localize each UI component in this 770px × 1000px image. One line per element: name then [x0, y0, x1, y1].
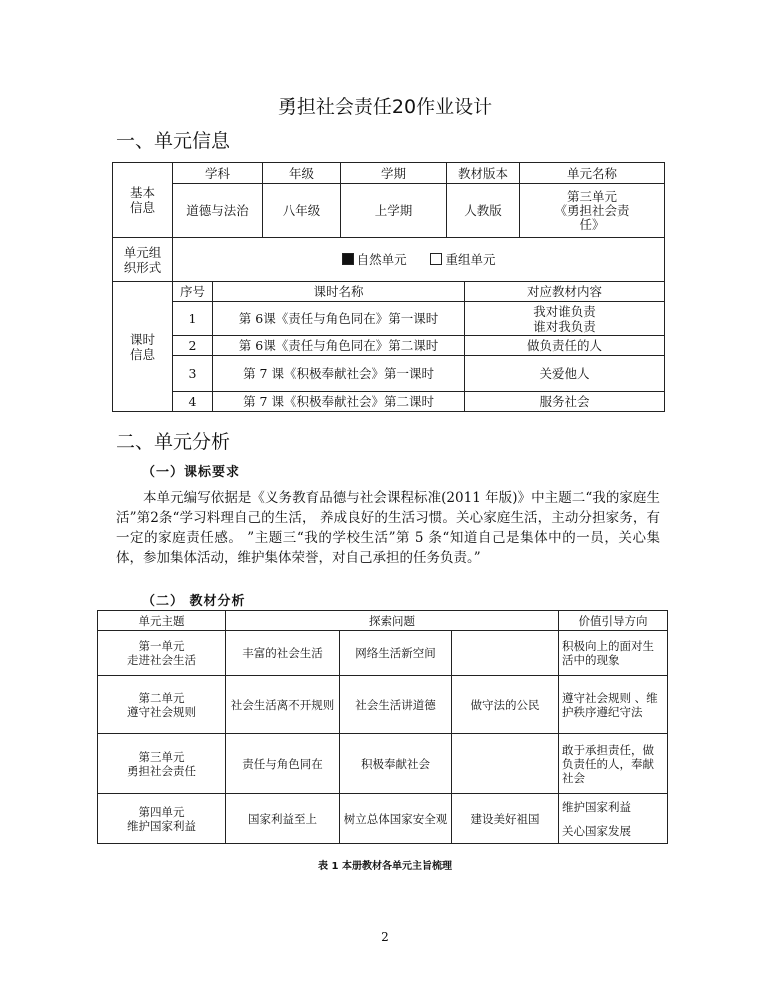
org-form-options: [173, 238, 665, 282]
value-term: 上学期: [341, 184, 447, 238]
header-grade: 年级: [263, 163, 341, 184]
value-unit-name: 第三单元 《勇担社会责 任》: [520, 184, 665, 238]
curriculum-paragraph: 本单元编写依据是《义务教育品德与社会课程标准(2011 年版)》中主题二“我的家庭生活”第2条“学习料理自己的生活， 养成良好的生活习惯。关心家庭生活，主动分担家务，有一定的家庭责任感。 ”主题三“我的学校生活”第 5 条“知道自己是集体中的一员，关心集体，参加集体活动，维护集体荣誉，对自己承担的任务负责。”: [116, 490, 660, 566]
subheading-curriculum: （一）课标要求: [142, 465, 241, 480]
header-unit-name: 单元名称: [520, 163, 665, 184]
table-row: 1 第 6课《责任与角色同在》第一课时 我对谁负责 谁对我负责: [113, 302, 665, 336]
page-number: 2: [381, 930, 389, 944]
header-theme: 单元主题: [98, 611, 226, 631]
header-questions: 探索问题: [226, 611, 559, 631]
table-row: 第二单元 遵守社会规则 社会生活离不开规则 社会生活讲道德 做守法的公民 遵守社会规则 、维护秩序遵纪守法: [98, 676, 668, 734]
table-row: 3 第 7 课《积极奉献社会》第一课时 关爱他人: [113, 356, 665, 392]
lesson-header-content: 对应教材内容: [465, 282, 665, 302]
value-subject: 道德与法治: [173, 184, 263, 238]
header-edition: 教材版本: [447, 163, 520, 184]
table-row: 第三单元 勇担社会责任 责任与角色同在 积极奉献社会 敢于承担责任，做负责任的人，奉献社会: [98, 734, 668, 794]
header-subject: 学科: [173, 163, 263, 184]
header-term: 学期: [341, 163, 447, 184]
lesson-info-label: 课时 信息: [113, 282, 173, 412]
value-edition: 人教版: [447, 184, 520, 238]
table-row: 4 第 7 课《积极奉献社会》第二课时 服务社会: [113, 392, 665, 412]
value-grade: 八年级: [263, 184, 341, 238]
basic-info-label: 基本 信息: [113, 163, 173, 238]
header-value: 价值引导方向: [559, 611, 668, 631]
subheading-material: （二） 教材分析: [142, 594, 246, 609]
unit-info-table: [112, 162, 665, 412]
lesson-header-name: 课时名称: [213, 282, 465, 302]
page-title: 勇担社会责任20作业设计: [277, 96, 493, 118]
section-heading-unit-analysis: 二、单元分析: [116, 431, 231, 453]
table-caption: 表 1 本册教材各单元主旨梳理: [318, 861, 452, 872]
option-regroup-unit: 重组单元: [445, 252, 496, 267]
org-form-label: 单元组 织形式: [113, 238, 173, 282]
table-row: 第一单元 走进社会生活 丰富的社会生活 网络生活新空间 积极向上的面对生活中的现象: [98, 631, 668, 676]
checkbox-regroup-icon[interactable]: [430, 253, 442, 265]
lesson-header-no: 序号: [173, 282, 213, 302]
section-heading-unit-info: 一、单元信息: [116, 130, 231, 152]
table-row: 2 第 6课《责任与角色同在》第二课时 做负责任的人: [113, 336, 665, 356]
option-natural-unit: 自然单元: [356, 252, 407, 267]
table-row: 第四单元 维护国家利益 国家利益至上 树立总体国家安全观 建设美好祖国 维护国家利益 关心国家发展: [98, 794, 668, 844]
material-analysis-table: [97, 610, 668, 844]
checkbox-natural-icon[interactable]: [342, 253, 354, 265]
